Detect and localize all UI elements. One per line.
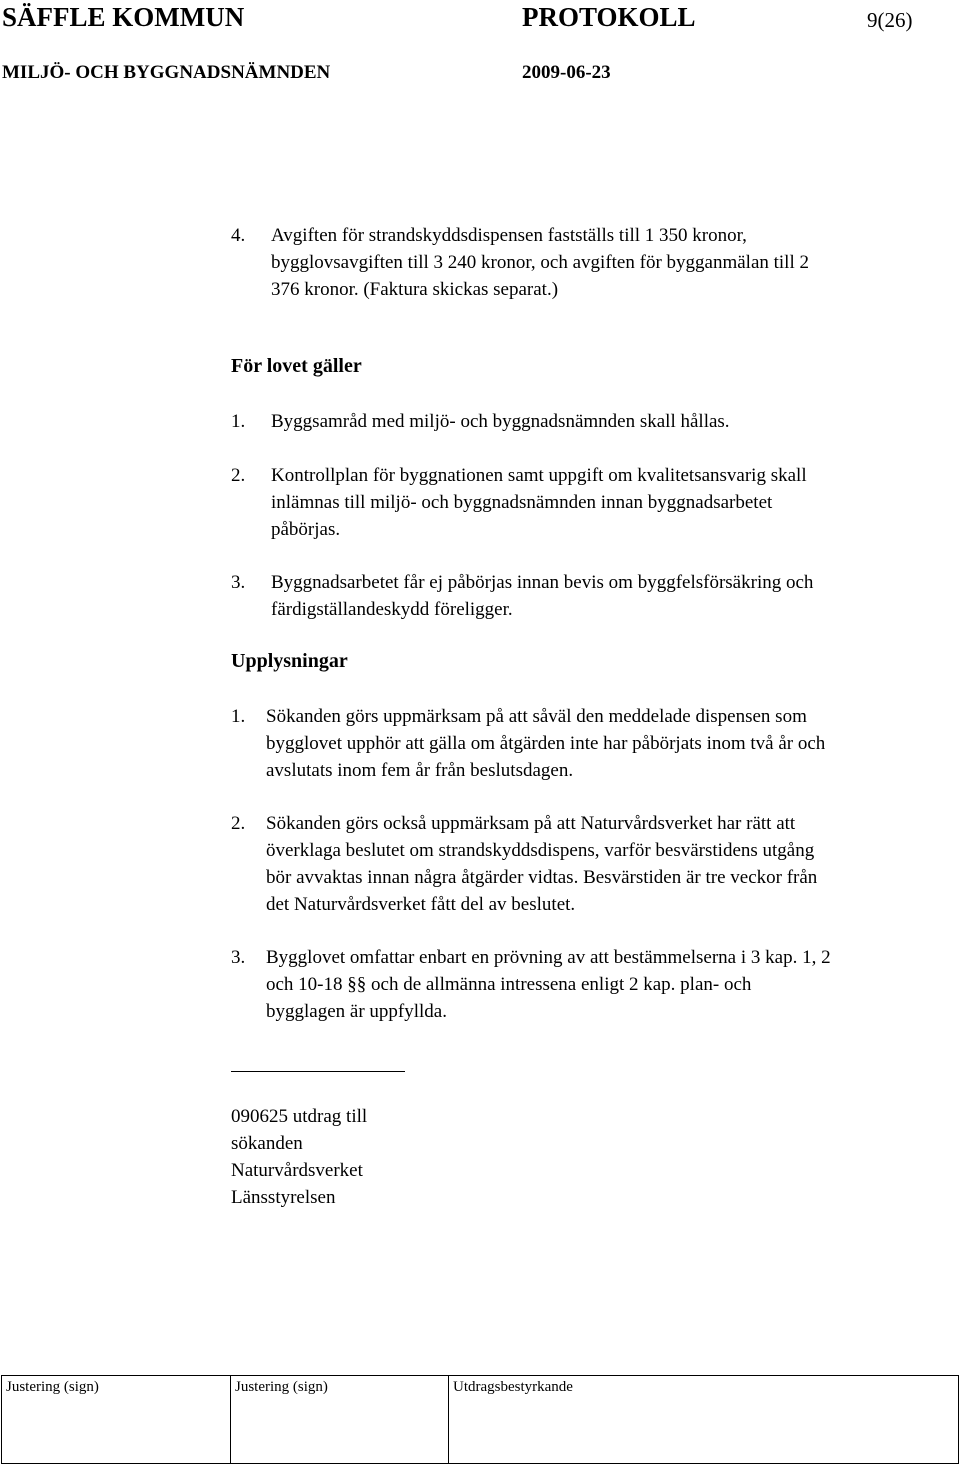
condition-line: Byggsamråd med miljö- och byggnadsnämnden skall hållas. (271, 411, 730, 432)
signature-cell-justering-2: Justering (sign) (231, 1376, 449, 1464)
condition-number: 1. (231, 411, 246, 432)
municipality-name: SÄFFLE KOMMUN (2, 2, 245, 32)
info-number: 3. (231, 947, 246, 968)
condition-number: 2. (231, 465, 246, 486)
info-line: bör avvaktas innan några åtgärder vidtas. Besvärstiden är tre veckor från (266, 867, 818, 888)
condition-line: påbörjas. (271, 519, 341, 540)
condition-line: inlämnas till miljö- och byggnadsnämnden innan byggnadsarbetet (271, 492, 773, 513)
condition-number: 3. (231, 572, 246, 593)
info-number: 1. (231, 706, 246, 727)
information-heading: Upplysningar (231, 650, 348, 672)
condition-line: färdigställandeskydd föreligger. (271, 599, 513, 620)
distribution-line: 090625 utdrag till (231, 1106, 368, 1127)
info-line: bygglovet upphör att gälla om åtgärden inte har påbörjats inom två år och (266, 733, 826, 754)
distribution-line: sökanden (231, 1133, 303, 1154)
info-line: Sökanden görs uppmärksam på att såväl den meddelade dispensen som (266, 706, 807, 727)
item-line: Avgiften för strandskyddsdispensen fastställs till 1 350 kronor, (271, 225, 747, 246)
item-number: 4. (231, 225, 246, 246)
item-line: 376 kronor. (Faktura skickas separat.) (271, 279, 559, 300)
info-line: det Naturvårdsverket fått del av beslutet. (266, 894, 576, 915)
condition-line: Kontrollplan för byggnationen samt uppgift om kvalitetsansvarig skall (271, 465, 807, 486)
document-type: PROTOKOLL (522, 2, 696, 32)
info-line: avslutats inom fem år från beslutsdagen. (266, 760, 574, 781)
conditions-heading: För lovet gäller (231, 355, 362, 377)
signature-cell-utdragsbestyrkande: Utdragsbestyrkande (449, 1376, 959, 1464)
info-line: och 10-18 §§ och de allmänna intressena enligt 2 kap. plan- och (266, 974, 752, 995)
condition-line: Byggnadsarbetet får ej påbörjas innan bevis om byggfelsförsäkring och (271, 572, 814, 593)
signature-table (1, 1375, 959, 1464)
info-line: Bygglovet omfattar enbart en prövning av att bestämmelserna i 3 kap. 1, 2 (266, 947, 831, 968)
distribution-line: Naturvårdsverket (231, 1160, 363, 1181)
distribution-line: Länsstyrelsen (231, 1187, 336, 1208)
distribution-separator (231, 1071, 405, 1072)
info-line: överklaga beslutet om strandskyddsdispens, varför besvärstidens utgång (266, 840, 815, 861)
info-line: bygglagen är uppfyllda. (266, 1001, 447, 1022)
info-number: 2. (231, 813, 246, 834)
meeting-date: 2009-06-23 (522, 62, 611, 83)
info-line: Sökanden görs också uppmärksam på att Naturvårdsverket har rätt att (266, 813, 796, 834)
page-number: 9(26) (867, 8, 913, 32)
item-line: bygglovsavgiften till 3 240 kronor, och avgiften för bygganmälan till 2 (271, 252, 809, 273)
committee-name: MILJÖ- OCH BYGGNADSNÄMNDEN (2, 62, 331, 83)
signature-cell-justering-1: Justering (sign) (2, 1376, 231, 1464)
